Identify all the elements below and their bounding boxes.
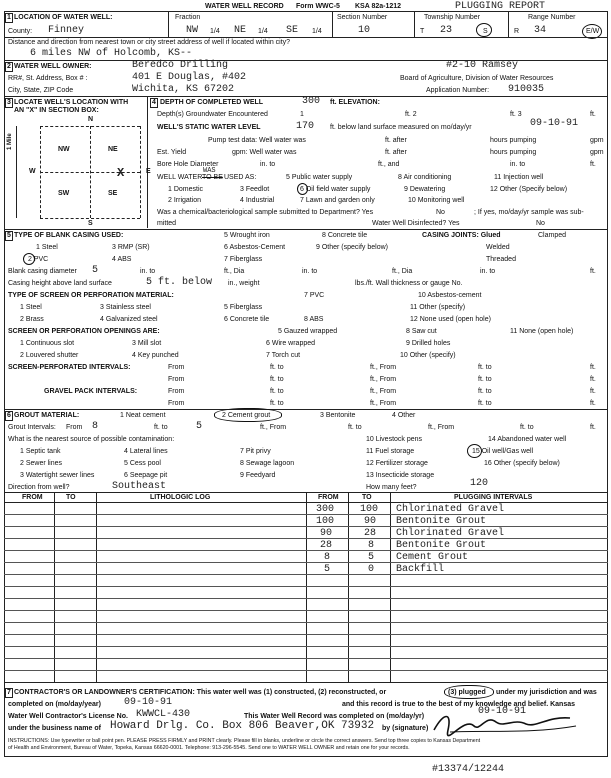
casing-5: 5 Wrought iron xyxy=(224,232,270,239)
src-6: 6 Seepage pit xyxy=(124,472,168,479)
log-rule xyxy=(4,514,608,515)
use-12: 12 Other (Specify below) xyxy=(490,186,568,193)
gravel-to-1b: ft. to xyxy=(478,388,492,395)
log-col-from: FROM xyxy=(22,494,43,501)
record-date[interactable]: 09-10-91 xyxy=(478,706,527,717)
diam-value[interactable]: 5 xyxy=(92,265,99,276)
well-id[interactable]: #2-10 Ramsey xyxy=(446,60,519,71)
casing-8: 8 Concrete tile xyxy=(322,232,368,239)
src-13: 13 Insecticide storage xyxy=(366,472,435,479)
application-label: Application Number: xyxy=(426,87,490,94)
instructions-1: INSTRUCTIONS: Use typewriter or ball point pen. PLEASE PRESS FIRMLY and PRINT clearly. Please fill in blanks, underline or circle the correct answers. Send top three copies to Kansas Department xyxy=(8,738,481,744)
gravel-to-1: ft. to xyxy=(270,388,284,395)
fraction-label: Fraction xyxy=(175,14,201,21)
quadrant-sw: SW xyxy=(58,190,70,197)
quadrant-nw: NW xyxy=(58,146,70,153)
license-label: Water Well Contractor's License No. xyxy=(8,713,128,720)
grout-from-3: ft., From xyxy=(428,424,455,431)
screen-7: 7 PVC xyxy=(304,292,325,299)
src-5: 5 Cess pool xyxy=(124,460,161,467)
diam-ft: ft. xyxy=(590,268,596,275)
screen-type-label: TYPE OF SCREEN OR PERFORATION MATERIAL: xyxy=(8,292,174,299)
perf-to-2b: ft. to xyxy=(478,376,492,383)
owner-section-label: WATER WELL OWNER: xyxy=(14,63,92,70)
casing-2: 2 PVC xyxy=(28,256,49,263)
owner-address[interactable]: 401 E Douglas, #402 xyxy=(132,72,247,83)
grout-ft: ft. xyxy=(590,424,596,431)
joints-threaded: Threaded xyxy=(486,256,516,263)
open-11: 11 None (open hole) xyxy=(510,328,574,335)
perf-from-1: From xyxy=(168,364,185,371)
height-weight: in., weight xyxy=(228,280,260,287)
fraction-2[interactable]: NE xyxy=(234,25,247,36)
casing-6: 6 Asbestos-Cement xyxy=(224,244,286,251)
feet-label: How many feet? xyxy=(366,484,417,491)
form-title: WATER WELL RECORD xyxy=(205,3,284,10)
src-10: 10 Livestock pens xyxy=(366,436,423,443)
completed-tail: and this record is true to the best of my knowledge and belief. Kansas xyxy=(342,701,575,708)
screen-2: 2 Brass xyxy=(20,316,44,323)
screen-11: 11 Other (specify) xyxy=(410,304,466,311)
open-3: 3 Mill slot xyxy=(132,340,162,347)
use-2: 2 Irrigation xyxy=(168,197,202,204)
grout-2-circle xyxy=(214,408,282,422)
plug-row-1-desc[interactable]: Chlorinated Gravel xyxy=(396,504,505,515)
grout-to-value[interactable]: 5 xyxy=(196,421,203,432)
bore-and: ft., and xyxy=(378,161,400,168)
plug-row-1-to[interactable]: 100 xyxy=(360,504,379,515)
height-tail: lbs./ft. Wall thickness or gauge No. xyxy=(355,280,463,287)
use-label: WELL WATER xyxy=(157,174,203,181)
perf-ft-2: ft. xyxy=(590,376,596,383)
src-15: 15 Oil well/Gas well xyxy=(472,448,534,455)
plug-row-1-from[interactable]: 300 xyxy=(316,504,335,515)
pump-gpm: gpm xyxy=(590,137,604,144)
business-label: under the business name of xyxy=(8,725,101,732)
section-1-number: 1 xyxy=(7,14,11,21)
use-7: 7 Lawn and garden only xyxy=(300,197,375,204)
height-label: Casing height above land surface xyxy=(8,280,112,287)
screen-5: 5 Fiberglass xyxy=(224,304,263,311)
section-6-number: 6 xyxy=(7,412,11,419)
perf-to-1: ft. to xyxy=(270,364,284,371)
log-rule xyxy=(4,574,608,575)
open-2: 2 Louvered shutter xyxy=(20,352,79,359)
groundwater-label: Depth(s) Groundwater Encountered xyxy=(157,111,268,118)
plug-row-6-from[interactable]: 5 xyxy=(324,564,331,575)
well-x-mark: X xyxy=(117,166,125,180)
joints-label: CASING JOINTS: Glued xyxy=(422,232,501,239)
bore-in-to-2: in. to xyxy=(510,161,526,168)
gw-2: ft. 2 xyxy=(405,111,417,118)
section-3-number: 3 xyxy=(7,99,11,106)
depth-value[interactable]: 300 xyxy=(302,96,321,107)
src-9: 9 Feedyard xyxy=(240,472,276,479)
record-label: This Water Well Record was completed on (mo/day/yr) xyxy=(244,713,425,720)
plug-row-3-from[interactable]: 90 xyxy=(320,528,333,539)
pump-hours: hours pumping xyxy=(490,137,537,144)
use-label-2: USED AS: xyxy=(224,174,257,181)
perf-from-2b: ft., From xyxy=(370,376,397,383)
use-8: 8 Air conditioning xyxy=(398,174,452,181)
section-2-number: 2 xyxy=(7,63,11,70)
log-col-from2: FROM xyxy=(318,494,339,501)
open-1: 1 Continuous slot xyxy=(20,340,75,347)
log-rule xyxy=(4,622,608,623)
gravel-to-2: ft. to xyxy=(270,400,284,407)
section-5-number: 5 xyxy=(7,232,11,239)
perf-to-1b: ft. to xyxy=(478,364,492,371)
gravel-from-2: From xyxy=(168,400,185,407)
county-value[interactable]: Finney xyxy=(48,25,85,36)
diam-label: Blank casing diameter xyxy=(8,268,77,275)
use-struck: TO BE xyxy=(202,174,223,181)
use-11: 11 Injection well xyxy=(494,174,544,181)
grout-to-3: ft. to xyxy=(520,424,534,431)
casing-3: 3 RMP (SR) xyxy=(112,244,150,251)
instructions-2: of Health and Environment, Bureau of Water, Topeka, Kansas 66620-0001. Telephone: 913-296-5545. Send one to WATER WELL OWNER and retain one for your records. xyxy=(8,745,410,751)
open-6: 6 Wire wrapped xyxy=(266,340,316,347)
bore-in-to: in. to xyxy=(260,161,276,168)
casing-7: 7 Fiberglass xyxy=(224,256,263,263)
grout-to: ft. to xyxy=(154,424,168,431)
address-label: RR#, St. Address, Box # : xyxy=(8,75,88,82)
fraction-3[interactable]: SE xyxy=(286,25,299,36)
gravel-to-2b: ft. to xyxy=(478,400,492,407)
use-5: 5 Public water supply xyxy=(286,174,353,181)
joints-welded: Welded xyxy=(486,244,510,251)
plug-row-5-to[interactable]: 5 xyxy=(368,552,375,563)
county-label: County: xyxy=(8,28,33,35)
src-15-circle xyxy=(467,444,482,458)
src-4: 4 Lateral lines xyxy=(124,448,168,455)
chem-mitted: mitted xyxy=(157,220,177,227)
cert-label: CONTRACTOR'S OR LANDOWNER'S CERTIFICATION: This water well was (1) constructed, (2) reconstructed, or xyxy=(14,689,387,696)
owner-city[interactable]: Wichita, KS 67202 xyxy=(132,84,235,95)
log-rule xyxy=(4,550,608,551)
diam-ft-dia: ft., Dia xyxy=(224,268,245,275)
completed-date[interactable]: 09-10-91 xyxy=(124,697,173,708)
casing-1: 1 Steel xyxy=(36,244,58,251)
location-section-label: LOCATION OF WATER WELL: xyxy=(14,14,113,21)
use-10: 10 Monitoring well xyxy=(408,197,465,204)
plug-row-2-desc[interactable]: Bentonite Grout xyxy=(396,516,487,527)
static-tail: ft. below land surface measured on mo/day/yr xyxy=(330,124,472,131)
range-dir: E/W xyxy=(586,28,600,35)
static-label: WELL'S STATIC WATER LEVEL xyxy=(157,124,261,131)
grout-3: 3 Bentonite xyxy=(320,412,356,419)
screen-8: 8 ABS xyxy=(304,316,324,323)
bore-ft: ft. xyxy=(590,161,596,168)
use-6-circle xyxy=(297,183,308,195)
src-1: 1 Septic tank xyxy=(20,448,61,455)
log-rule xyxy=(4,586,608,587)
grout-to-2: ft. to xyxy=(348,424,362,431)
src-11: 11 Fuel storage xyxy=(366,448,415,455)
plug-row-4-desc[interactable]: Bentonite Grout xyxy=(396,540,487,551)
gravel-ft-2: ft. xyxy=(590,400,596,407)
plugged-circle xyxy=(444,685,494,699)
static-date[interactable]: 09-10-91 xyxy=(530,118,579,129)
chem-label: Was a chemical/bacteriological sample submitted to Department? Yes xyxy=(157,209,374,216)
chem-no: No xyxy=(436,209,445,216)
casing-label: TYPE OF BLANK CASING USED: xyxy=(14,232,124,239)
direction-label: Direction from well? xyxy=(8,484,70,491)
screen-3: 3 Stainless steel xyxy=(100,304,151,311)
grout-1: 1 Neat cement xyxy=(120,412,166,419)
joints-clamped: Clamped xyxy=(538,232,567,239)
src-14: 14 Abandoned water well xyxy=(488,436,567,443)
diam-in-to-2: in. to xyxy=(302,268,318,275)
perf-from-1b: ft., From xyxy=(370,364,397,371)
quarter-3: 1/4 xyxy=(312,28,322,35)
screen-1: 1 Steel xyxy=(20,304,42,311)
openings-label: SCREEN OR PERFORATION OPENINGS ARE: xyxy=(8,328,160,335)
use-9: 9 Dewatering xyxy=(404,186,446,193)
ksa-ref: KSA 82a-1212 xyxy=(355,3,402,10)
est-yield-label: Est. Yield xyxy=(157,149,187,156)
gw-1: 1 xyxy=(300,111,304,118)
bore-label: Bore Hole Diameter xyxy=(157,161,219,168)
cert-plugged: (3) plugged xyxy=(448,689,486,696)
log-rule xyxy=(4,598,608,599)
pump-after: ft. after xyxy=(385,137,407,144)
feet-value[interactable]: 120 xyxy=(470,478,489,489)
plug-row-6-to[interactable]: 0 xyxy=(368,564,375,575)
signature xyxy=(430,708,580,738)
township-value[interactable]: 23 xyxy=(440,25,453,36)
distance-label: Distance and direction from nearest town or city street address of well if located within city? xyxy=(8,39,291,46)
log-rule xyxy=(4,646,608,647)
grout-intervals-label: Grout Intervals: xyxy=(8,424,56,431)
elevation-label: ft. ELEVATION: xyxy=(330,99,380,106)
disinfected-label: Water Well Disinfected? Yes xyxy=(372,220,460,227)
log-rule xyxy=(4,538,608,539)
casing-4: 4 ABS xyxy=(112,256,132,263)
license-value[interactable]: KWWCL-430 xyxy=(136,709,191,720)
footer-ref: #13374/12244 xyxy=(432,764,505,775)
gw-3: ft. 3 xyxy=(510,111,522,118)
height-value[interactable]: 5 ft. below xyxy=(146,277,213,288)
quarter-2: 1/4 xyxy=(258,28,268,35)
grout-label: GROUT MATERIAL: xyxy=(14,412,80,419)
grout-from: From xyxy=(66,424,83,431)
diam-ft-dia-2: ft., Dia xyxy=(392,268,413,275)
chem-tail: ; If yes, mo/day/yr sample was sub- xyxy=(474,209,584,216)
src-7: 7 Pit privy xyxy=(240,448,271,455)
log-rule xyxy=(4,610,608,611)
static-value[interactable]: 170 xyxy=(296,121,315,132)
section-number-label: Section Number xyxy=(337,14,388,21)
log-col-to2: TO xyxy=(362,494,372,501)
signature-label: by (signature) xyxy=(382,725,429,732)
log-col-to: TO xyxy=(66,494,76,501)
src-2: 2 Sewer lines xyxy=(20,460,63,467)
open-10: 10 Other (specify) xyxy=(400,352,456,359)
section-7-number: 7 xyxy=(7,689,11,696)
screen-4: 4 Galvanized steel xyxy=(100,316,158,323)
log-col-plug: PLUGGING INTERVALS xyxy=(454,494,533,501)
form-number: Form WWC-5 xyxy=(296,3,340,10)
completed-label: completed on (mo/day/year) xyxy=(8,701,101,708)
use-was: WAS xyxy=(203,167,216,175)
quarter-1: 1/4 xyxy=(210,28,220,35)
depth-label: DEPTH OF COMPLETED WELL xyxy=(160,99,264,106)
screen-12: 12 None used (open hole) xyxy=(410,316,491,323)
screen-6: 6 Concrete tile xyxy=(224,316,270,323)
township-label: Township Number xyxy=(424,14,481,21)
range-value[interactable]: 34 xyxy=(534,25,547,36)
log-rule xyxy=(4,562,608,563)
open-8: 8 Saw cut xyxy=(406,328,437,335)
business-value[interactable]: Howard Drlg. Co. Box 806 Beaver,OK 73932 xyxy=(110,720,375,732)
use-6: 6 Oil field water supply xyxy=(300,186,371,193)
gravel-ft-1: ft. xyxy=(590,388,596,395)
grout-2: 2 Cement grout xyxy=(222,412,271,419)
use-4: 4 Industrial xyxy=(240,197,275,204)
quadrant-se: SE xyxy=(108,190,118,197)
est-gpm: gpm xyxy=(590,149,604,156)
casing-9: 9 Other (specify below) xyxy=(316,244,388,251)
compass-n: N xyxy=(88,116,94,123)
src-3: 3 Watertight sewer lines xyxy=(20,472,95,479)
fraction-1[interactable]: NW xyxy=(186,25,199,36)
perf-from-2: From xyxy=(168,376,185,383)
perf-to-2: ft. to xyxy=(270,376,284,383)
open-9: 9 Drilled holes xyxy=(406,340,451,347)
log-rule xyxy=(4,634,608,635)
contam-label: What is the nearest source of possible contamination: xyxy=(8,436,175,443)
diam-in-to-3: in. to xyxy=(480,268,496,275)
township-dir: S xyxy=(483,28,488,35)
gravel-from-1b: ft., From xyxy=(370,388,397,395)
gravel-from-1: From xyxy=(168,388,185,395)
township-prefix: T xyxy=(420,28,425,35)
est-hours: hours pumping xyxy=(490,149,537,156)
grout-4: 4 Other xyxy=(392,412,416,419)
casing-2-circle xyxy=(23,253,35,265)
plug-row-3-to[interactable]: 28 xyxy=(364,528,377,539)
application-number[interactable]: 910035 xyxy=(508,84,545,95)
owner-name[interactable]: Beredco Drilling xyxy=(132,60,229,71)
log-rule xyxy=(4,526,608,527)
screen-10: 10 Asbestos-cement xyxy=(418,292,482,299)
est-mid: gpm: Well water was xyxy=(232,149,297,156)
plug-row-5-desc[interactable]: Cement Grout xyxy=(396,552,469,563)
section-number-value[interactable]: 10 xyxy=(358,25,371,36)
grout-from-2: ft., From xyxy=(260,424,287,431)
gravel-from-2b: ft., From xyxy=(370,400,397,407)
diam-in-to: in. to xyxy=(140,268,156,275)
use-1: 1 Domestic xyxy=(168,186,204,193)
mile-label: 1 Mile xyxy=(7,133,13,150)
plug-row-6-desc[interactable]: Backfill xyxy=(396,564,445,575)
board-label: Board of Agriculture, Division of Water Resources xyxy=(400,75,554,82)
city-label: City, State, ZIP Code xyxy=(8,87,74,94)
plug-row-3-desc[interactable]: Chlorinated Gravel xyxy=(396,528,505,539)
gw-ft: ft. xyxy=(590,111,596,118)
plug-row-4-to[interactable]: 8 xyxy=(368,540,375,551)
quadrant-ne: NE xyxy=(108,146,118,153)
locate-label-2: AN "X" IN SECTION BOX: xyxy=(14,107,99,114)
compass-w: W xyxy=(29,168,36,175)
range-prefix: R xyxy=(514,28,520,35)
src-16: 16 Other (specify below) xyxy=(484,460,560,467)
section-4-number: 4 xyxy=(152,99,156,106)
perf-ft-1: ft. xyxy=(590,364,596,371)
disinfected-no: No xyxy=(536,220,545,227)
gravel-intervals-label: GRAVEL PACK INTERVALS: xyxy=(44,388,138,395)
est-after: ft. after xyxy=(385,149,407,156)
locate-label: LOCATE WELL'S LOCATION WITH xyxy=(14,99,129,106)
grout-from-value[interactable]: 8 xyxy=(92,421,99,432)
plugging-stamp: PLUGGING REPORT xyxy=(455,1,546,12)
open-4: 4 Key punched xyxy=(132,352,179,359)
log-col-litho: LITHOLOGIC LOG xyxy=(150,494,211,501)
use-3: 3 Feedlot xyxy=(240,186,270,193)
plug-row-2-from[interactable]: 100 xyxy=(316,516,335,527)
src-8: 8 Sewage lagoon xyxy=(240,460,295,467)
open-7: 7 Torch cut xyxy=(266,352,301,359)
pump-label: Pump test data: Well water was xyxy=(208,137,306,144)
direction-value[interactable]: Southeast xyxy=(112,481,167,492)
compass-e: E xyxy=(146,168,151,175)
township-dir-circle xyxy=(476,23,492,37)
open-5: 5 Gauzed wrapped xyxy=(278,328,338,335)
plug-row-5-from[interactable]: 8 xyxy=(324,552,331,563)
src-12: 12 Fertilizer storage xyxy=(366,460,428,467)
compass-s: S xyxy=(88,220,93,227)
perf-intervals-label: SCREEN-PERFORATED INTERVALS: xyxy=(8,364,131,371)
range-label: Range Number xyxy=(528,14,576,21)
log-rule xyxy=(4,658,608,659)
cert-label-tail: under my jurisdiction and was xyxy=(496,689,597,696)
distance-value[interactable]: 6 miles NW of Holcomb, KS-- xyxy=(30,48,193,59)
plug-row-2-to[interactable]: 90 xyxy=(364,516,377,527)
plug-row-4-from[interactable]: 28 xyxy=(320,540,333,551)
log-rule xyxy=(4,670,608,671)
